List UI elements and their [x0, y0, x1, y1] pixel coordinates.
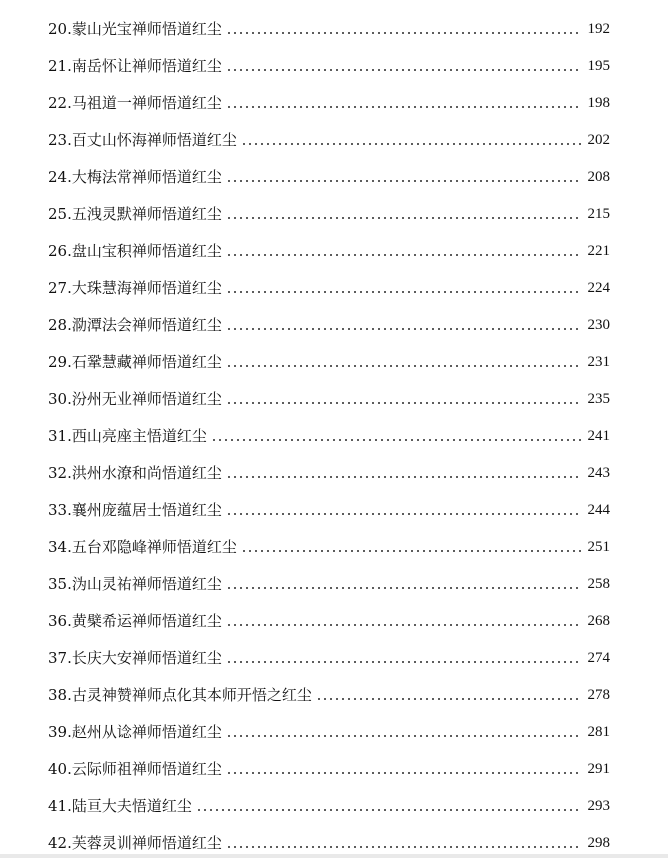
table-of-contents [0, 10, 668, 861]
toc-dot-leader [226, 660, 582, 664]
toc-entry[interactable] [48, 130, 610, 150]
toc-entry[interactable] [48, 167, 610, 187]
toc-entry[interactable] [48, 759, 610, 779]
toc-entry-title[interactable]: 陆亘大夫悟道红尘 [71, 797, 192, 815]
toc-entry[interactable] [48, 19, 610, 39]
toc-entry-page-number[interactable]: 192 [587, 21, 610, 37]
toc-entry-title[interactable]: 黄檗希运禅师悟道红尘 [71, 612, 222, 630]
toc-entry-page-number[interactable]: 244 [587, 502, 610, 518]
toc-dot-leader [226, 216, 582, 220]
toc-entry-page-number[interactable]: 268 [587, 613, 610, 629]
toc-entry-title[interactable]: 盘山宝积禅师悟道红尘 [71, 242, 222, 260]
toc-entry-page-number[interactable]: 221 [587, 243, 610, 259]
toc-entry-page-number[interactable]: 243 [587, 465, 610, 481]
toc-entry-number: 39. [48, 723, 72, 741]
toc-entry-page-number[interactable]: 198 [587, 95, 610, 111]
toc-entry-title[interactable]: 古灵神赞禅师点化其本师开悟之红尘 [71, 686, 312, 704]
toc-row[interactable] [0, 232, 668, 269]
toc-entry-number: 41. [48, 797, 72, 815]
toc-row[interactable] [0, 713, 668, 750]
toc-entry-number: 26. [48, 242, 72, 260]
toc-dot-leader [211, 438, 582, 442]
toc-entry-number: 31. [48, 427, 72, 445]
toc-row[interactable] [0, 750, 668, 787]
toc-entry[interactable] [48, 796, 610, 816]
toc-entry[interactable] [48, 463, 610, 483]
toc-entry-number: 30. [48, 390, 72, 408]
toc-entry-number: 20. [48, 20, 72, 38]
toc-entry-title[interactable]: 蒙山光宝禅师悟道红尘 [71, 20, 222, 38]
toc-entry-number: 24. [48, 168, 72, 186]
toc-entry[interactable] [48, 500, 610, 520]
toc-row[interactable] [0, 269, 668, 306]
toc-entry-number: 37. [48, 649, 72, 667]
toc-dot-leader [226, 179, 582, 183]
toc-entry[interactable] [48, 315, 610, 335]
toc-dot-leader [226, 512, 582, 516]
toc-entry-page-number[interactable]: 224 [587, 280, 610, 296]
toc-row[interactable] [0, 491, 668, 528]
toc-entry-title[interactable]: 襄州庞蕴居士悟道红尘 [71, 501, 222, 519]
toc-entry-number: 38. [48, 686, 72, 704]
toc-entry-title[interactable]: 五台邓隐峰禅师悟道红尘 [71, 538, 237, 556]
toc-entry-title[interactable]: 石鞏慧藏禅师悟道红尘 [71, 353, 222, 371]
toc-entry-page-number[interactable]: 293 [587, 798, 610, 814]
toc-entry-page-number[interactable]: 208 [587, 169, 610, 185]
toc-entry-title[interactable]: 芙蓉灵训禅师悟道红尘 [71, 834, 222, 852]
toc-entry[interactable] [48, 685, 610, 705]
toc-entry-title[interactable]: 大梅法常禅师悟道红尘 [71, 168, 222, 186]
toc-entry-page-number[interactable]: 241 [587, 428, 610, 444]
toc-entry-title[interactable]: 长庆大安禅师悟道红尘 [71, 649, 222, 667]
toc-entry-number: 22. [48, 94, 72, 112]
toc-entry-title[interactable]: 大珠慧海禅师悟道红尘 [71, 279, 222, 297]
toc-row[interactable] [0, 676, 668, 713]
toc-dot-leader [241, 142, 582, 146]
toc-entry-title[interactable]: 西山亮座主悟道红尘 [71, 427, 207, 445]
toc-entry-page-number[interactable]: 291 [587, 761, 610, 777]
toc-row[interactable] [0, 10, 668, 47]
toc-entry[interactable] [48, 611, 610, 631]
toc-entry-title[interactable]: 泐潭法会禅师悟道红尘 [71, 316, 222, 334]
toc-entry-page-number[interactable]: 231 [587, 354, 610, 370]
toc-entry-title[interactable]: 五洩灵默禅师悟道红尘 [71, 205, 222, 223]
toc-entry-page-number[interactable]: 278 [587, 687, 610, 703]
toc-dot-leader [226, 290, 582, 294]
toc-dot-leader [226, 364, 582, 368]
toc-row[interactable] [0, 787, 668, 824]
toc-entry[interactable] [48, 278, 610, 298]
toc-entry-number: 25. [48, 205, 72, 223]
toc-row[interactable] [0, 417, 668, 454]
toc-entry-title[interactable]: 赵州从谂禅师悟道红尘 [71, 723, 222, 741]
toc-row[interactable] [0, 602, 668, 639]
toc-entry[interactable] [48, 352, 610, 372]
toc-entry-number: 35. [48, 575, 72, 593]
toc-row[interactable] [0, 47, 668, 84]
toc-entry-number: 28. [48, 316, 72, 334]
toc-dot-leader [196, 808, 582, 812]
toc-dot-leader [226, 771, 582, 775]
toc-entry[interactable] [48, 426, 610, 446]
toc-entry[interactable] [48, 722, 610, 742]
toc-entry-page-number[interactable]: 251 [587, 539, 610, 555]
toc-row[interactable] [0, 195, 668, 232]
toc-entry-number: 23. [48, 131, 72, 149]
toc-row[interactable] [0, 454, 668, 491]
toc-entry-page-number[interactable]: 281 [587, 724, 610, 740]
toc-entry-page-number[interactable]: 298 [587, 835, 610, 851]
toc-entry-number: 42. [48, 834, 72, 852]
toc-row[interactable] [0, 639, 668, 676]
toc-entry-page-number[interactable]: 258 [587, 576, 610, 592]
toc-row[interactable] [0, 84, 668, 121]
toc-dot-leader [226, 31, 582, 35]
toc-dot-leader [316, 697, 582, 701]
toc-dot-leader [226, 401, 582, 405]
toc-entry-page-number[interactable]: 235 [587, 391, 610, 407]
toc-entry-number: 32. [48, 464, 72, 482]
toc-entry-page-number[interactable]: 215 [587, 206, 610, 222]
toc-entry-title[interactable]: 南岳怀让禅师悟道红尘 [71, 57, 222, 75]
toc-entry-title[interactable]: 汾州无业禅师悟道红尘 [71, 390, 222, 408]
toc-dot-leader [226, 623, 582, 627]
toc-entry-number: 29. [48, 353, 72, 371]
page-bottom-edge [0, 854, 668, 858]
toc-dot-leader [226, 586, 582, 590]
toc-row[interactable] [0, 565, 668, 602]
toc-entry[interactable] [48, 204, 610, 224]
toc-dot-leader [226, 105, 582, 109]
toc-entry[interactable] [48, 833, 610, 853]
toc-row[interactable] [0, 121, 668, 158]
toc-entry[interactable] [48, 537, 610, 557]
toc-entry[interactable] [48, 574, 610, 594]
toc-entry-title[interactable]: 百丈山怀海禅师悟道红尘 [71, 131, 237, 149]
toc-entry-page-number[interactable]: 202 [587, 132, 610, 148]
toc-entry-title[interactable]: 马祖道一禅师悟道红尘 [71, 94, 222, 112]
toc-entry-title[interactable]: 沩山灵祐禅师悟道红尘 [71, 575, 222, 593]
toc-dot-leader [241, 549, 582, 553]
toc-dot-leader [226, 845, 582, 849]
toc-entry-number: 33. [48, 501, 72, 519]
toc-dot-leader [226, 327, 582, 331]
toc-entry-number: 27. [48, 279, 72, 297]
toc-entry[interactable] [48, 389, 610, 409]
toc-entry[interactable] [48, 56, 610, 76]
toc-entry-title[interactable]: 云际师祖禅师悟道红尘 [71, 760, 222, 778]
toc-entry-number: 21. [48, 57, 72, 75]
toc-entry[interactable] [48, 241, 610, 261]
toc-row[interactable] [0, 528, 668, 565]
toc-row[interactable] [0, 343, 668, 380]
toc-dot-leader [226, 734, 582, 738]
toc-row[interactable] [0, 158, 668, 195]
toc-row[interactable] [0, 306, 668, 343]
toc-dot-leader [226, 475, 582, 479]
toc-entry-page-number[interactable]: 195 [587, 58, 610, 74]
toc-row[interactable] [0, 380, 668, 417]
toc-entry-page-number[interactable]: 230 [587, 317, 610, 333]
toc-entry[interactable] [48, 93, 610, 113]
toc-dot-leader [226, 68, 582, 72]
toc-entry-number: 36. [48, 612, 72, 630]
toc-dot-leader [226, 253, 582, 257]
toc-entry-title[interactable]: 洪州水潦和尚悟道红尘 [71, 464, 222, 482]
toc-entry-number: 40. [48, 760, 72, 778]
toc-entry-page-number[interactable]: 274 [587, 650, 610, 666]
toc-entry-number: 34. [48, 538, 72, 556]
toc-entry[interactable] [48, 648, 610, 668]
